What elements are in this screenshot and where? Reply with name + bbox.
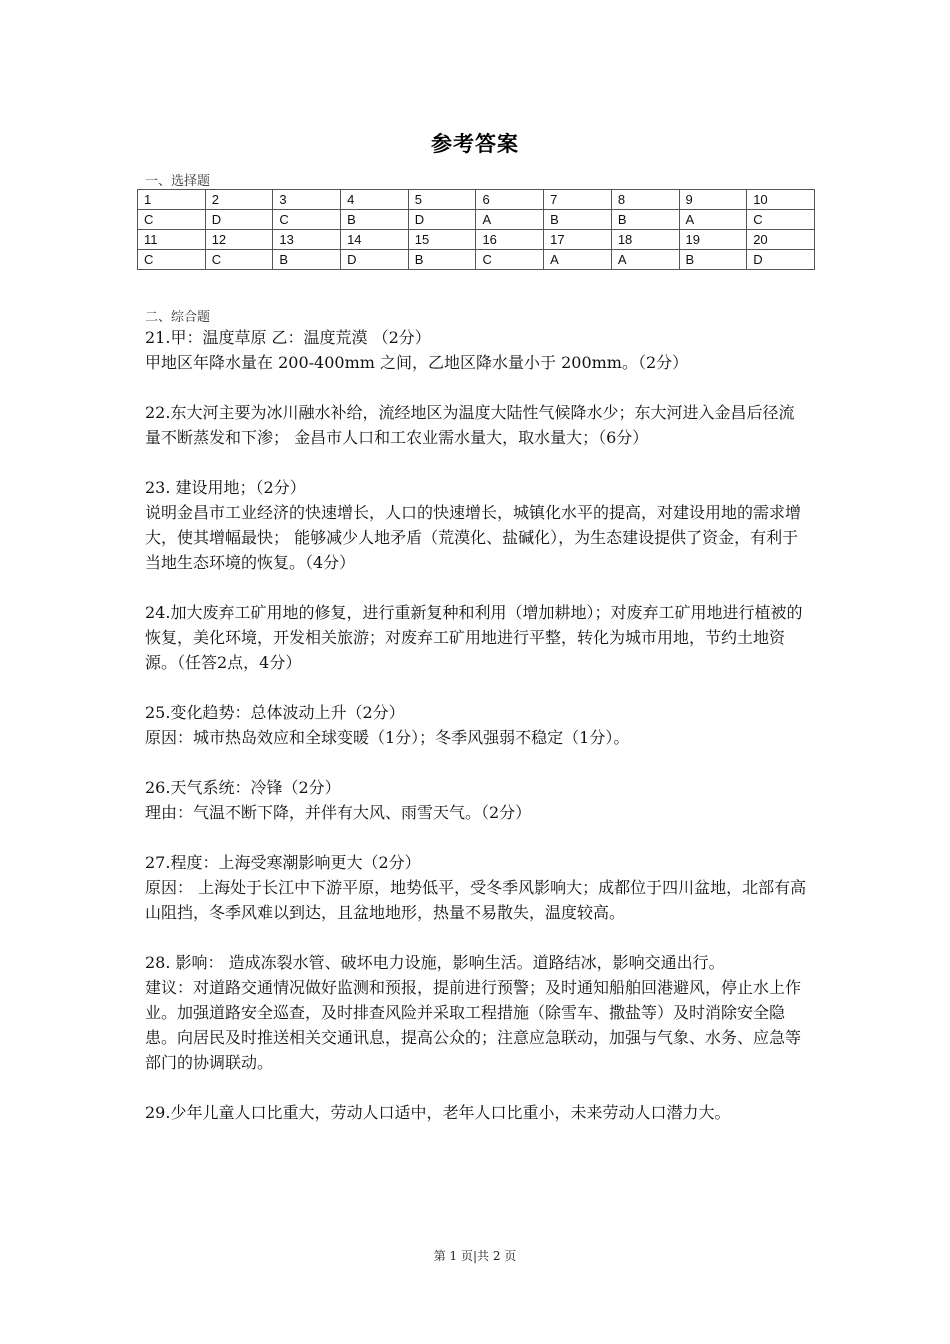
- question-number-row: [138, 190, 815, 210]
- answer-cell: D: [341, 250, 409, 270]
- answer-cell: D: [747, 250, 815, 270]
- answer-line: 29.少年儿童人口比重大，劳动人口适中，老年人口比重小，未来劳动人口潜力大。: [145, 1103, 731, 1122]
- answer-line: 原因： 上海处于长江中下游平原，地势低平，受冬季风影响大；成都位于四川盆地，北部有高山阻挡，冬季风难以到达，且盆地地形，热量不易散失，温度较高。: [145, 878, 807, 922]
- answer-cell: C: [747, 210, 815, 230]
- answer-21: [145, 325, 810, 375]
- question-number-cell: 12: [205, 230, 273, 250]
- question-number-cell: 2: [205, 190, 273, 210]
- answer-line: 27.程度：上海受寒潮影响更大（2分）: [145, 853, 421, 872]
- answer-cell: C: [138, 210, 206, 230]
- answer-row: [138, 210, 815, 230]
- answer-table: [137, 189, 815, 270]
- answer-cell: A: [476, 210, 544, 230]
- answer-25: [145, 700, 810, 750]
- answer-line: 说明金昌市工业经济的快速增长，人口的快速增长，城镇化水平的提高，对建设用地的需求增大，使其增幅最快； 能够减少人地矛盾（荒漠化、盐碱化），为生态建设提供了资金，有利于当地生态环境的恢复。（4分）: [145, 503, 802, 572]
- answer-line: 23. 建设用地；（2分）: [145, 478, 306, 497]
- question-number-cell: 1: [138, 190, 206, 210]
- answer-line: 24.加大废弃工矿用地的修复，进行重新复种和利用（增加耕地）；对废弃工矿用地进行植被的恢复，美化环境，开发相关旅游；对废弃工矿用地进行平整，转化为城市用地，节约土地资源。（任答2点，4分）: [145, 603, 803, 672]
- answer-29: [145, 1100, 810, 1125]
- answer-line: 28. 影响： 造成冻裂水管、破坏电力设施，影响生活。道路结冰，影响交通出行。: [145, 953, 725, 972]
- answer-cell: D: [205, 210, 273, 230]
- answer-line: 25.变化趋势：总体波动上升（2分）: [145, 703, 405, 722]
- question-number-cell: 10: [747, 190, 815, 210]
- answer-cell: C: [205, 250, 273, 270]
- answer-cell: C: [138, 250, 206, 270]
- answer-cell: B: [679, 250, 747, 270]
- question-number-cell: 14: [341, 230, 409, 250]
- question-number-cell: 5: [408, 190, 476, 210]
- answer-cell: B: [611, 210, 679, 230]
- page-footer: 第 1 页|共 2 页: [433, 1249, 517, 1263]
- question-number-cell: 13: [273, 230, 341, 250]
- answer-line: 原因：城市热岛效应和全球变暖（1分）；冬季风强弱不稳定（1分）。: [145, 728, 630, 747]
- section-heading-comprehensive: 二、综合题: [145, 310, 211, 325]
- page-title: 参考答案: [431, 132, 519, 156]
- answer-cell: B: [544, 210, 612, 230]
- question-number-cell: 15: [408, 230, 476, 250]
- answer-cell: A: [611, 250, 679, 270]
- question-number-cell: 20: [747, 230, 815, 250]
- question-number-cell: 11: [138, 230, 206, 250]
- answer-cell: B: [341, 210, 409, 230]
- answer-line: 理由：气温不断下降，并伴有大风、雨雪天气。（2分）: [145, 803, 532, 822]
- question-number-cell: 16: [476, 230, 544, 250]
- answer-28: [145, 950, 810, 1075]
- answer-26: [145, 775, 810, 825]
- question-number-cell: 4: [341, 190, 409, 210]
- question-number-cell: 19: [679, 230, 747, 250]
- answer-line: 21.甲：温度草原 乙：温度荒漠 （2分）: [145, 328, 431, 347]
- question-number-cell: 7: [544, 190, 612, 210]
- answer-cell: A: [679, 210, 747, 230]
- answer-cell: C: [273, 210, 341, 230]
- question-number-cell: 18: [611, 230, 679, 250]
- question-number-cell: 9: [679, 190, 747, 210]
- answer-23: [145, 475, 810, 575]
- question-number-cell: 8: [611, 190, 679, 210]
- answer-cell: D: [408, 210, 476, 230]
- answer-cell: B: [408, 250, 476, 270]
- question-number-cell: 6: [476, 190, 544, 210]
- answer-line: 22.东大河主要为冰川融水补给，流经地区为温度大陆性气候降水少；东大河进入金昌后径流量不断蒸发和下渗； 金昌市人口和工农业需水量大，取水量大；（6分）: [145, 403, 795, 447]
- answer-line: 建议：对道路交通情况做好监测和预报，提前进行预警；及时通知船舶回港避风，停止水上作业。加强道路安全巡查，及时排查风险并采取工程措施（除雪车、撒盐等）及时消除安全隐患。向居民及时推送相关交通讯息，提高公众的；注意应急联动，加强与气象、水务、应急等部门的协调联动。: [145, 978, 802, 1072]
- question-number-cell: 17: [544, 230, 612, 250]
- question-number-cell: 3: [273, 190, 341, 210]
- answer-cell: B: [273, 250, 341, 270]
- answer-cell: C: [476, 250, 544, 270]
- question-number-row: [138, 230, 815, 250]
- answer-27: [145, 850, 810, 925]
- answer-22: [145, 400, 810, 450]
- section-heading-multiple-choice: 一、选择题: [145, 174, 211, 189]
- answer-24: [145, 600, 810, 675]
- answer-row: [138, 250, 815, 270]
- answer-line: 26.天气系统：冷锋（2分）: [145, 778, 341, 797]
- comprehensive-answers: [145, 325, 810, 1150]
- answer-cell: A: [544, 250, 612, 270]
- answer-line: 甲地区年降水量在 200-400mm 之间，乙地区降水量小于 200mm。（2分）: [145, 353, 689, 372]
